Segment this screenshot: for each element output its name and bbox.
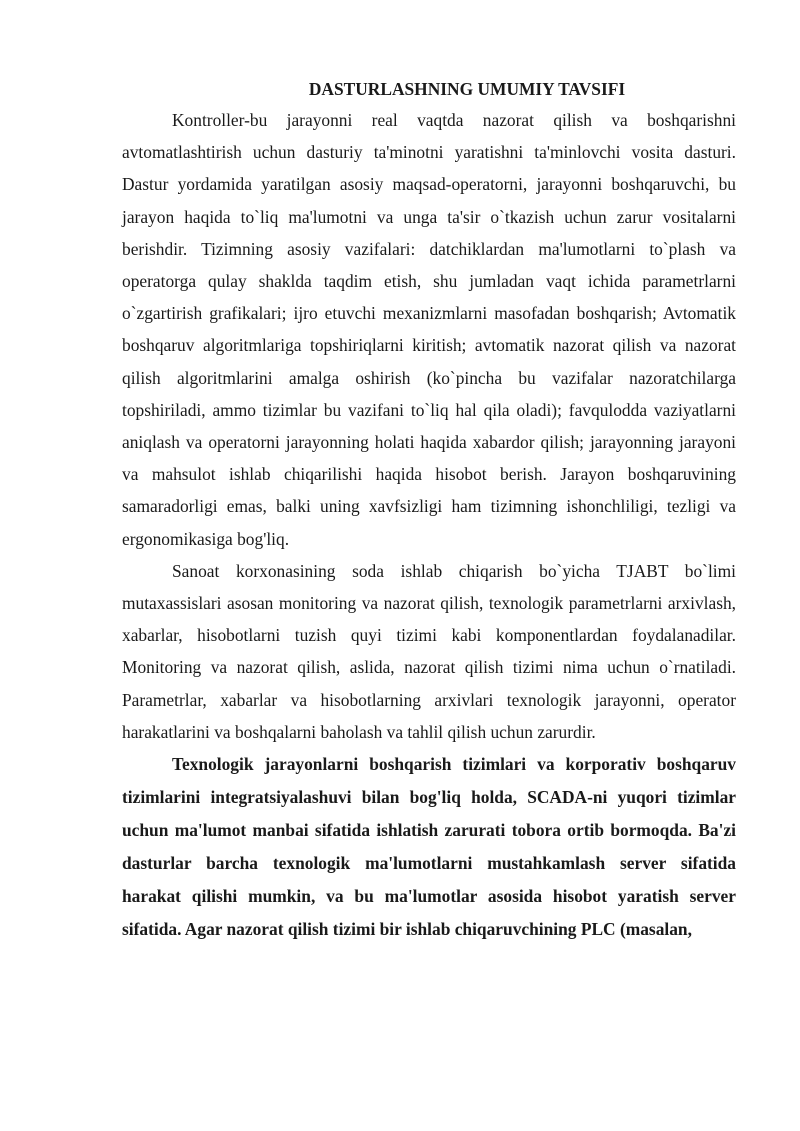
- paragraph-tjabt-specialists: Sanoat korxonasining soda ishlab chiqarish bo`yicha TJABT bo`limi mutaxassislari asosan monitoring va nazorat qilish, texnologik parametrlarni arxivlash, xabarlar, hisobotlarni tuzish quyi tizimi kabi komponentlardan foydalanadilar. Monitoring va nazorat qilish, aslida, nazorat qilish tizimi nima uchun o`rnatiladi. Parametrlar, xabarlar va hisobotlarning arxivlari texnologik jarayonni, operator harakatlarini va boshqalarni baholash va tahlil qilish uchun zarurdir.: [122, 560, 736, 742]
- paragraph-controller-overview: Kontroller-bu jarayonni real vaqtda nazorat qilish va boshqarishni avtomatlashtirish uchun dasturiy ta'minotni yaratishni ta'minlovchi vosita dasturi. Dastur yordamida yaratilgan asosiy maqsad-operatorni, jarayonni boshqaruvchi, bu jarayon haqida to`liq ma'lumotni va unga ta'sir o`tkazish uchun zarur vositalarni berishdir. Tizimning asosiy vazifalari: datchiklardan ma'lumotlarni to`plash va operatorga qulay shaklda taqdim etish, shu jumladan vaqt ichida parametrlarni o`zgartirish grafikalari; ijro etuvchi mexanizmlarni masofadan boshqarish; Avtomatik boshqaruv algoritmlariga topshiriqlarni kiritish; avtomatik nazorat qilish va nazorat qilish algoritmlarini amalga oshirish (ko`pincha bu vazifalar nazoratchilarga topshiriladi, ammo tizimlar bu vazifani to`liq hal qila oladi); favqulodda vaziyatlarni aniqlash va operatorni jarayonning holati haqida xabardor qilish; jarayonning jarayoni va mahsulot ishlab chiqarilishi haqida hisobot berish. Jarayon boshqaruvining samaradorligi emas, balki uning xavfsizligi ham tizimning ishonchliligi, tezligi va ergonomikasiga bog'liq.: [122, 110, 736, 549]
- document-title: DASTURLASHNING UMUMIY TAVSIFI: [308, 79, 626, 99]
- document-body: [122, 74, 736, 946]
- paragraph-scada-integration: Texnologik jarayonlarni boshqarish tizimlari va korporativ boshqaruv tizimlarini integratsiyalashuvi bilan bog'liq holda, SCADA-ni yuqori tizimlar uchun ma'lumot manbai sifatida ishlatish zarurati tobora ortib bormoqda. Ba'zi dasturlar barcha texnologik ma'lumotlarni mustahkamlash server sifatida harakat qilishi mumkin, va bu ma'lumotlar asosida hisobot yaratish server sifatida. Agar nazorat qilish tizimi bir ishlab chiqaruvchining PLC (masalan,: [122, 754, 736, 940]
